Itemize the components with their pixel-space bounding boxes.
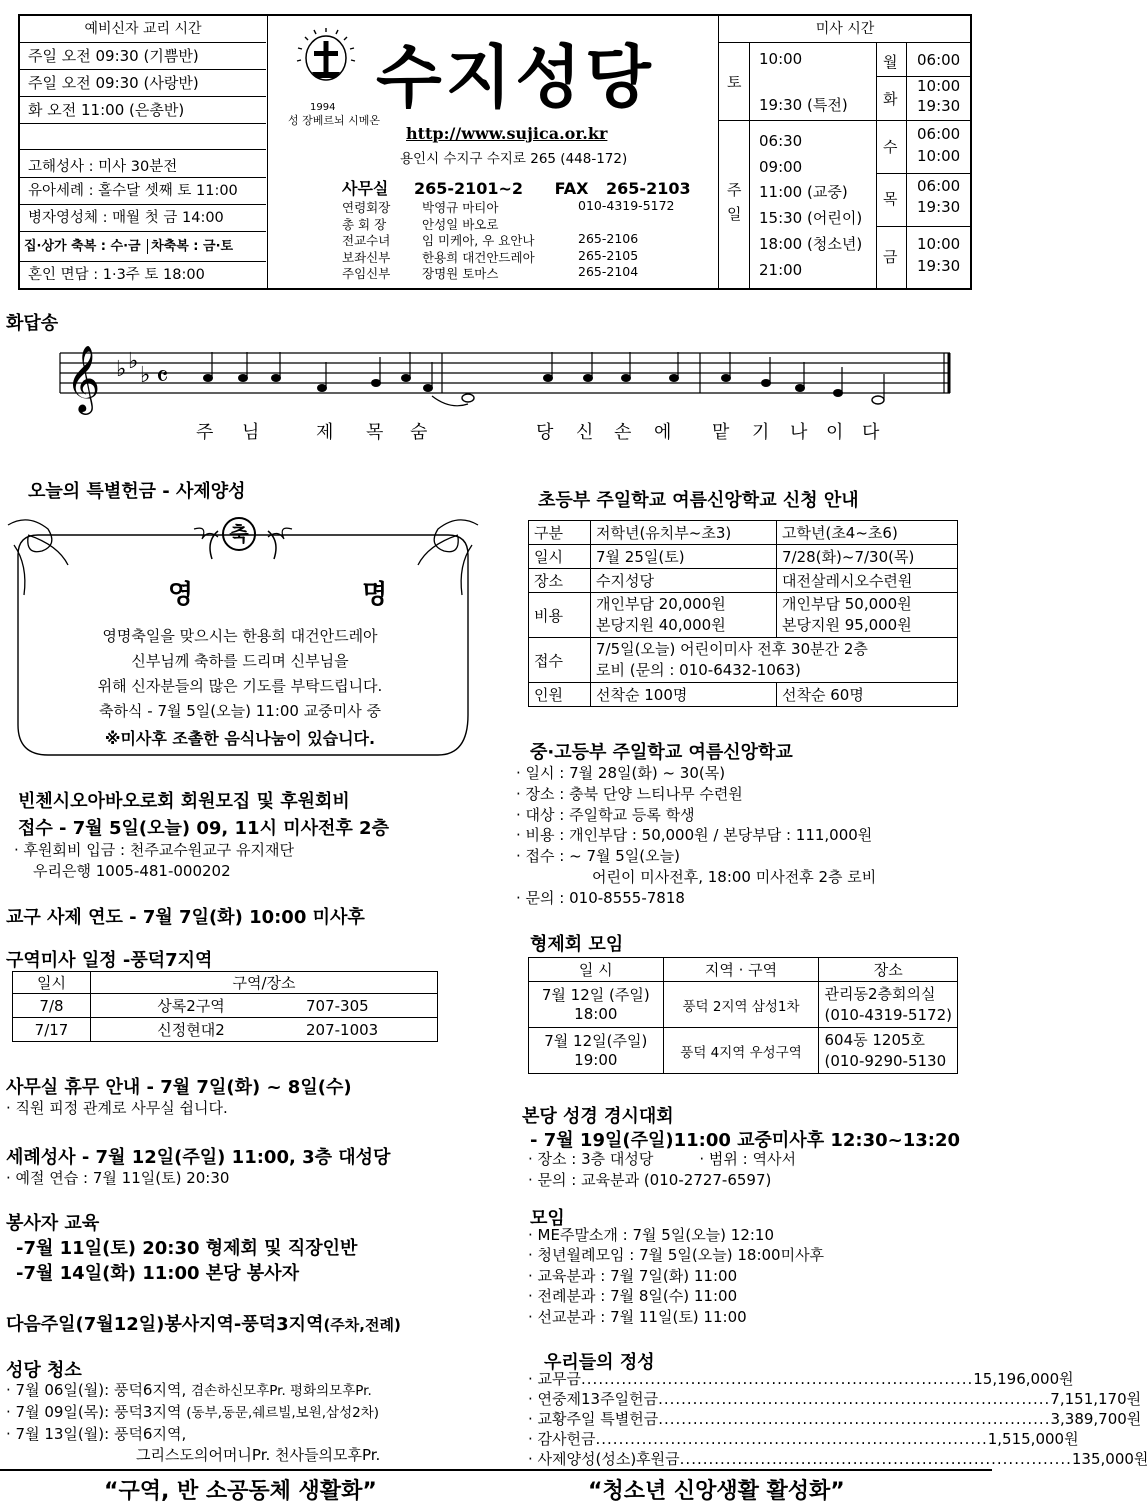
staff-list — [342, 198, 712, 281]
psalm-music-staff-icon — [60, 338, 960, 418]
youth-school-details — [516, 763, 876, 909]
table-row: 7/17 신정현대2 207-1003 — [13, 1018, 438, 1042]
donations-list — [528, 1369, 1148, 1469]
staff-row: 총 회 장 안성일 바오로 — [342, 216, 499, 232]
weekday-mass: 19:30 — [917, 198, 961, 216]
table-header: 일 시 — [529, 958, 664, 982]
home-blessing: 집·상가 축복 : 수·금 — [24, 239, 141, 254]
next-week-service: 다음주일(7월12일)봉사지역-풍덕3지역(주차,전례) — [6, 1314, 401, 1335]
weekday-mass: 19:30 — [917, 257, 961, 275]
blessing-row — [20, 232, 266, 262]
list-item: · 문의 : 010-8555-7818 — [516, 888, 685, 907]
parish-address: 용인시 수지구 수지로 265 (448-172) — [400, 151, 628, 167]
donations-title: 우리들의 정성 — [544, 1352, 655, 1373]
mass-times-title: 미사 시간 — [719, 16, 971, 43]
nameday-heading: 영 명 — [168, 580, 468, 610]
list-item: 그리스도의어머니Pr. 천사들의모후Pr. — [136, 1446, 381, 1464]
sunday-label: 주일 — [727, 181, 742, 223]
svg-text:𝄴: 𝄴 — [156, 360, 169, 393]
weekday-mass: 10:00 — [917, 235, 961, 253]
sunday-mass: 15:30 (어린이) — [759, 209, 863, 228]
parish-logo-icon — [290, 26, 362, 106]
svg-text:𝄞: 𝄞 — [66, 344, 101, 412]
list-item: · 7월 06일(월): 풍덕6지역, 겸손하신모후Pr. 평화의모후Pr. — [6, 1381, 372, 1399]
sunday-mass: 11:00 (교중) — [759, 183, 848, 202]
svg-text:♭: ♭ — [128, 349, 139, 374]
parish-url[interactable]: http://www.sujica.or.kr — [406, 124, 608, 143]
table-header: 구분 — [529, 521, 591, 545]
logo-year: 1994 — [310, 102, 336, 113]
list-item: · 교무금 .................................................................... 15,196,000원 — [528, 1370, 1074, 1388]
cleaning-schedule — [6, 1380, 380, 1466]
spacer-row — [20, 124, 266, 150]
brotherhood-title: 형제회 모임 — [530, 934, 624, 955]
table-header: 고학년(초4~초6) — [777, 521, 958, 545]
weekday-label: 화 — [883, 90, 898, 108]
sunday-mass: 09:00 — [759, 157, 803, 176]
district-mass-table — [12, 971, 438, 1042]
brotherhood-table — [528, 957, 958, 1074]
list-item: · 청년월례모임 : 7월 5일(오늘) 18:00미사후 — [528, 1246, 825, 1265]
list-item: · 대상 : 주일학교 등록 학생 — [516, 805, 695, 824]
catechism-title: 예비신자 교리 시간 — [20, 16, 266, 43]
food-sharing-note: ※미사후 조촐한 음식나눔이 있습니다. — [104, 729, 376, 748]
sick-communion: 병자영성체 : 매월 첫 금 14:00 — [20, 205, 266, 232]
celebration-badge: 축 — [222, 517, 256, 551]
weekday-label: 금 — [883, 248, 898, 266]
list-item: · 접수 : ~ 7월 5일(오늘) — [516, 847, 680, 866]
weekday-mass: 06:00 — [917, 125, 961, 143]
infant-baptism: 유아세례 : 홀수달 셋째 토 11:00 — [20, 178, 266, 205]
table-header: 장소 — [819, 958, 958, 982]
table-row: 7월 12일 (주일) 18:00 풍덕 2지역 삼성1차 관리동2층회의실 (010-4319-5172) — [529, 982, 958, 1028]
list-item: · 7월 13일(월): 풍덕6지역, — [6, 1425, 187, 1443]
meetings-title: 모임 — [530, 1208, 565, 1229]
list-item: · 전례분과 : 7월 8일(수) 11:00 — [528, 1287, 738, 1306]
sunday-mass: 21:00 — [759, 260, 803, 279]
header-box — [18, 14, 972, 290]
table-header: 구역/장소 — [91, 972, 438, 994]
saturday-label: 토 — [727, 73, 742, 91]
list-item: · 사제양성(성소)후원금 .................................................................... 135,000원 — [528, 1450, 1148, 1468]
car-blessing: 차축복 : 금·토 — [147, 239, 233, 254]
list-item: · 선교분과 : 7월 11일(토) 11:00 — [528, 1307, 747, 1326]
table-row: 접수 7/5일(오늘) 어린이미사 전후 30분간 2층 로비 (문의 : 010-6432-1063) — [529, 638, 958, 683]
list-item: · 교육분과 : 7월 7일(화) 11:00 — [528, 1266, 738, 1285]
sunday-mass: 18:00 (청소년) — [759, 234, 863, 253]
vincent-details: · 후원회비 입금 : 천주교수원교구 유지재단 우리은행 1005-481-000202 — [14, 841, 294, 880]
sunday-mass-list — [759, 129, 862, 283]
baptism-line: · 예절 연습 : 7월 11일(토) 20:30 — [6, 1169, 230, 1187]
staff-row: 연령회장 박영규 마티아 010-4319-5172 — [342, 198, 675, 215]
office-label: 사무실 — [342, 179, 389, 198]
saturday-mass: 19:30 (특전) — [759, 96, 848, 114]
weekday-mass: 10:00 — [917, 77, 961, 95]
table-row: 비용 개인부담 20,000원 본당지원 40,000원 개인부담 50,000원 본당지원 95,000원 — [529, 593, 958, 638]
bible-contest-subtitle: - 7월 19일(주일)11:00 교중미사후 12:30~13:20 — [530, 1130, 961, 1151]
psalm-title: 화답송 — [6, 313, 59, 334]
list-item: · 비용 : 개인부담 : 50,000원 / 본당부담 : 111,000원 — [516, 826, 873, 845]
marriage-interview: 혼인 면담 : 1·3주 토 18:00 — [28, 267, 205, 283]
catechism-panel — [20, 16, 268, 288]
table-header: 저학년(유치부~초3) — [591, 521, 777, 545]
weekday-mass: 06:00 — [917, 177, 961, 195]
weekday-mass: 10:00 — [917, 147, 961, 165]
parish-name: 수지성당 — [376, 39, 655, 118]
parish-info — [268, 16, 718, 288]
volunteer-education: 봉사자 교육 -7월 11일(토) 20:30 형제회 및 직장인반 -7월 14일(화) 11:00 본당 봉사자 — [6, 1213, 358, 1284]
weekday-label: 목 — [883, 190, 898, 208]
office-closed-line: · 직원 피정 관계로 사무실 쉽니다. — [6, 1099, 228, 1117]
sunday-mass: 06:30 — [759, 132, 803, 150]
table-row: 7월 12일(주일) 19:00 풍덕 4지역 우성구역 604동 1205호 (010-9290-5130 — [529, 1028, 958, 1074]
staff-row: 전교수녀 임 미케아, 우 요안나 265-2106 — [342, 231, 639, 248]
list-item: · 연중제13주일헌금 .................................................................... 7,151,170원 — [528, 1390, 1142, 1408]
district-mass-title: 구역미사 일정 -풍덕7지역 — [6, 950, 213, 971]
nameday-message: 영명축일을 맞으시는 한용희 대건안드레아 신부님께 축하를 드리며 신부님을 위해 신자분들의 많은 기도를 부탁드립니다. 축하식 - 7월 5일(오늘) 11:00 교중미사 중 ※미사후 조촐한 음식나눔이 있습니다. — [40, 624, 440, 751]
logo-caption: 성 장베르뇌 시메온 — [288, 114, 381, 127]
list-item: 어린이 미사전후, 18:00 미사전후 2층 로비 — [592, 867, 877, 886]
table-header: 지역 · 구역 — [663, 958, 819, 982]
meetings-list — [528, 1225, 824, 1327]
footer-motto-left: “구역, 반 소공동체 생활화” — [104, 1479, 377, 1504]
fax-label: FAX — [554, 179, 589, 198]
list-item: · 교황주일 특별헌금 .................................................................... 3,389,700원 — [528, 1410, 1142, 1428]
catechism-row: 주일 오전 09:30 (기쁨반) — [20, 43, 266, 70]
svg-text:♭: ♭ — [116, 357, 127, 382]
weekday-mass: 06:00 — [917, 51, 961, 69]
summer-school-title: 초등부 주일학교 여름신앙학교 신청 안내 — [538, 490, 859, 511]
confession-time: 고해성사 : 미사 30분전 — [20, 150, 266, 178]
table-row: 장소 수지성당 대전살레시오수련원 — [529, 569, 958, 593]
office-contact — [342, 176, 691, 199]
list-item: · 일시 : 7월 28일(화) ~ 30(목) — [516, 764, 726, 782]
office-closed-title: 사무실 휴무 안내 - 7월 7일(화) ~ 8일(수) — [6, 1077, 352, 1098]
priest-memorial-title: 교구 사제 연도 - 7월 7일(화) 10:00 미사후 — [6, 907, 365, 928]
list-item: · ME주말소개 : 7월 5일(오늘) 12:10 — [528, 1226, 775, 1244]
list-item: · 감사헌금 .................................................................... 1,515,000원 — [528, 1430, 1079, 1448]
list-item: · 7월 09일(목): 풍덕3지역 (동부,동문,쉐르빌,보원,삼성2차) — [6, 1403, 380, 1421]
footer-divider — [0, 1469, 992, 1471]
office-phone: 265-2101~2 — [413, 179, 524, 198]
offering-title: 오늘의 특별헌금 - 사제양성 — [28, 481, 246, 502]
weekday-mass: 19:30 — [917, 97, 961, 115]
table-row: 7/8 상록2구역 707-305 — [13, 994, 438, 1018]
staff-row: 주임신부 장명원 토마스 265-2104 — [342, 264, 639, 281]
svg-text:♭: ♭ — [140, 363, 151, 388]
catechism-row: 주일 오전 09:30 (사랑반) — [20, 70, 266, 97]
summer-school-table — [528, 520, 958, 707]
footer-motto-right: “청소년 신앙생활 활성화” — [588, 1479, 845, 1504]
table-row: 인원 선착순 100명 선착순 60명 — [529, 683, 958, 707]
vincent-notice: 빈첸시오아바오로회 회원모집 및 후원회비 접수 - 7월 5일(오늘) 09, 11시 미사전후 2층 — [18, 791, 389, 839]
youth-school-title: 중·고등부 주일학교 여름신앙학교 — [530, 742, 793, 763]
weekday-label: 수 — [883, 138, 898, 156]
bible-contest-title: 본당 성경 경시대회 — [522, 1106, 674, 1127]
table-header: 일시 — [13, 972, 91, 994]
table-row: 일시 7월 25일(토) 7/28(화)~7/30(목) — [529, 545, 958, 569]
catechism-row: 화 오전 11:00 (은총반) — [20, 97, 266, 124]
fax-number: 265-2103 — [606, 179, 691, 198]
mass-times-panel — [718, 16, 972, 288]
list-item: · 장소 : 충북 단양 느티나무 수련원 — [516, 784, 743, 803]
baptism-title: 세례성사 - 7월 12일(주일) 11:00, 3층 대성당 — [6, 1147, 391, 1168]
saturday-mass: 10:00 — [759, 50, 803, 68]
bible-contest-details: · 장소 : 3층 대성당 · 범위 : 역사서 · 문의 : 교육분과 (010-2727-6597) — [528, 1150, 796, 1189]
staff-row: 보좌신부 한용희 대건안드레아 265-2105 — [342, 247, 639, 265]
cleaning-title: 성당 청소 — [6, 1360, 82, 1381]
weekday-label: 월 — [883, 53, 898, 71]
